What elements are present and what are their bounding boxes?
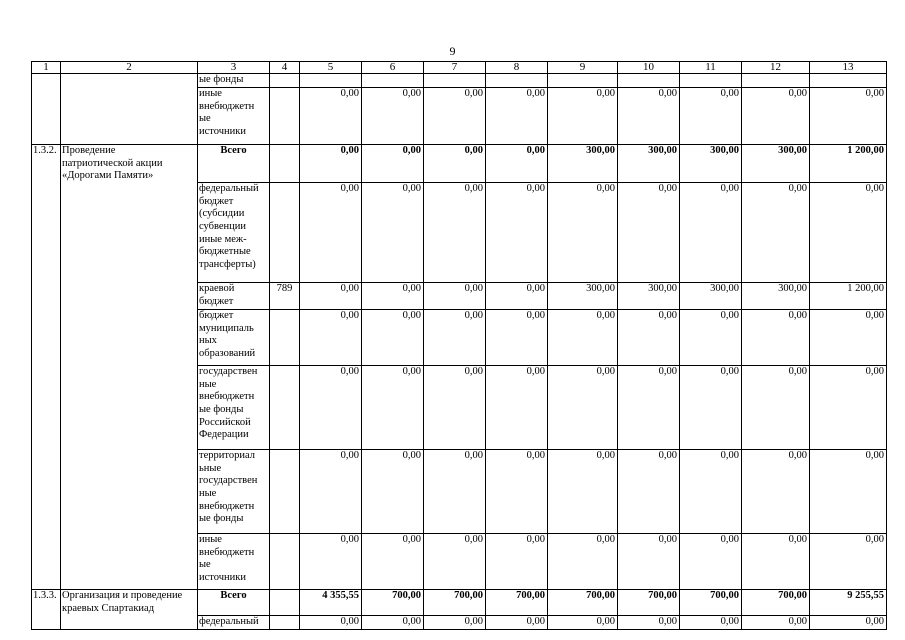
value-cell: 0,00	[300, 450, 362, 534]
value-cell	[424, 74, 486, 88]
table-row	[32, 183, 887, 283]
value-cell: 0,00	[810, 534, 887, 590]
value-cell: 700,00	[486, 590, 548, 616]
header-cell: 7	[424, 62, 486, 74]
value-cell: 0,00	[618, 534, 680, 590]
item-number-cell	[32, 450, 61, 534]
value-cell: 0,00	[548, 310, 618, 366]
value-cell	[548, 74, 618, 88]
value-cell	[810, 74, 887, 88]
table-row	[32, 74, 887, 88]
value-cell: 300,00	[680, 283, 742, 310]
budget-table	[31, 61, 887, 630]
funding-source-cell: федеральный	[198, 615, 270, 629]
value-cell: 300,00	[618, 283, 680, 310]
value-cell: 0,00	[810, 450, 887, 534]
item-name-cell	[61, 615, 198, 629]
value-cell: 0,00	[742, 615, 810, 629]
value-cell: 0,00	[618, 450, 680, 534]
value-cell: 0,00	[362, 183, 424, 283]
value-cell: 0,00	[742, 88, 810, 145]
item-number-cell	[32, 283, 61, 310]
value-cell: 9 255,55	[810, 590, 887, 616]
code-cell	[270, 534, 300, 590]
value-cell: 0,00	[742, 450, 810, 534]
value-cell: 0,00	[486, 450, 548, 534]
value-cell: 0,00	[362, 615, 424, 629]
funding-source-cell: территориал ьные государствен ные внебюджетн ые фонды	[198, 450, 270, 534]
value-cell: 0,00	[810, 366, 887, 450]
value-cell: 0,00	[486, 283, 548, 310]
value-cell: 0,00	[680, 88, 742, 145]
value-cell	[362, 74, 424, 88]
header-row	[32, 62, 887, 74]
value-cell: 0,00	[300, 145, 362, 183]
code-cell	[270, 450, 300, 534]
header-cell: 2	[61, 62, 198, 74]
item-number-cell: 1.3.3.	[32, 590, 61, 616]
value-cell: 0,00	[548, 183, 618, 283]
value-cell	[486, 74, 548, 88]
value-cell	[680, 74, 742, 88]
code-cell	[270, 310, 300, 366]
value-cell: 0,00	[424, 534, 486, 590]
value-cell: 0,00	[810, 615, 887, 629]
value-cell: 0,00	[486, 534, 548, 590]
value-cell: 0,00	[618, 615, 680, 629]
header-cell: 4	[270, 62, 300, 74]
value-cell: 0,00	[424, 615, 486, 629]
value-cell: 0,00	[424, 88, 486, 145]
value-cell: 0,00	[424, 183, 486, 283]
table-row	[32, 615, 887, 629]
item-name-cell	[61, 283, 198, 310]
funding-source-cell: ые фонды	[198, 74, 270, 88]
funding-source-cell: иные внебюджетн ые источники	[198, 88, 270, 145]
value-cell: 0,00	[362, 310, 424, 366]
table-row	[32, 283, 887, 310]
value-cell: 300,00	[618, 145, 680, 183]
value-cell: 0,00	[548, 366, 618, 450]
item-number-cell	[32, 183, 61, 283]
value-cell: 0,00	[680, 450, 742, 534]
item-name-cell	[61, 183, 198, 283]
code-cell	[270, 88, 300, 145]
value-cell: 0,00	[424, 450, 486, 534]
value-cell: 0,00	[362, 145, 424, 183]
value-cell: 0,00	[810, 310, 887, 366]
value-cell: 0,00	[548, 450, 618, 534]
value-cell: 0,00	[548, 615, 618, 629]
value-cell: 0,00	[486, 88, 548, 145]
value-cell: 0,00	[680, 310, 742, 366]
item-name-cell	[61, 88, 198, 145]
value-cell: 300,00	[548, 283, 618, 310]
value-cell: 0,00	[300, 310, 362, 366]
item-name-cell	[61, 534, 198, 590]
value-cell: 0,00	[680, 615, 742, 629]
value-cell: 300,00	[742, 283, 810, 310]
value-cell: 0,00	[742, 183, 810, 283]
value-cell: 700,00	[548, 590, 618, 616]
code-cell: 789	[270, 283, 300, 310]
value-cell: 700,00	[742, 590, 810, 616]
funding-source-cell: иные внебюджетн ые источники	[198, 534, 270, 590]
value-cell: 0,00	[300, 183, 362, 283]
value-cell: 0,00	[300, 534, 362, 590]
value-cell	[300, 74, 362, 88]
value-cell: 0,00	[424, 366, 486, 450]
header-cell: 12	[742, 62, 810, 74]
value-cell: 0,00	[548, 88, 618, 145]
funding-source-cell: Всего	[198, 145, 270, 183]
header-cell: 11	[680, 62, 742, 74]
item-number-cell	[32, 88, 61, 145]
value-cell: 300,00	[742, 145, 810, 183]
value-cell: 0,00	[680, 534, 742, 590]
table-row	[32, 145, 887, 183]
value-cell: 0,00	[486, 183, 548, 283]
code-cell	[270, 366, 300, 450]
table-row	[32, 310, 887, 366]
value-cell: 0,00	[424, 145, 486, 183]
value-cell: 0,00	[300, 283, 362, 310]
header-cell: 13	[810, 62, 887, 74]
value-cell: 700,00	[618, 590, 680, 616]
funding-source-cell: краевой бюджет	[198, 283, 270, 310]
value-cell: 0,00	[362, 450, 424, 534]
code-cell	[270, 590, 300, 616]
value-cell: 700,00	[680, 590, 742, 616]
table-row	[32, 366, 887, 450]
value-cell: 4 355,55	[300, 590, 362, 616]
value-cell: 300,00	[548, 145, 618, 183]
item-name-cell	[61, 450, 198, 534]
item-name-cell: Организация и проведение краевых Спартакиад	[61, 590, 198, 616]
value-cell: 0,00	[742, 310, 810, 366]
value-cell: 300,00	[680, 145, 742, 183]
value-cell: 0,00	[300, 615, 362, 629]
value-cell: 0,00	[548, 534, 618, 590]
value-cell: 0,00	[362, 534, 424, 590]
code-cell	[270, 183, 300, 283]
value-cell: 1 200,00	[810, 145, 887, 183]
item-name-cell	[61, 366, 198, 450]
value-cell: 0,00	[300, 88, 362, 145]
value-cell: 0,00	[618, 366, 680, 450]
item-name-cell	[61, 310, 198, 366]
table-row	[32, 450, 887, 534]
header-cell: 8	[486, 62, 548, 74]
value-cell: 0,00	[424, 310, 486, 366]
value-cell: 0,00	[486, 615, 548, 629]
value-cell: 0,00	[424, 283, 486, 310]
code-cell	[270, 74, 300, 88]
table-row	[32, 88, 887, 145]
item-name-cell	[61, 74, 198, 88]
value-cell: 0,00	[618, 88, 680, 145]
value-cell	[618, 74, 680, 88]
value-cell: 0,00	[810, 88, 887, 145]
value-cell: 0,00	[742, 366, 810, 450]
value-cell: 0,00	[680, 183, 742, 283]
table-row	[32, 534, 887, 590]
item-number-cell	[32, 74, 61, 88]
item-number-cell	[32, 310, 61, 366]
value-cell	[742, 74, 810, 88]
item-number-cell	[32, 615, 61, 629]
value-cell: 0,00	[618, 310, 680, 366]
value-cell: 0,00	[486, 310, 548, 366]
value-cell: 0,00	[486, 145, 548, 183]
funding-source-cell: федеральный бюджет (субсидии субвенции иные меж- бюджетные трансферты)	[198, 183, 270, 283]
value-cell: 0,00	[742, 534, 810, 590]
value-cell: 0,00	[810, 183, 887, 283]
value-cell: 0,00	[362, 283, 424, 310]
value-cell: 0,00	[618, 183, 680, 283]
table-row	[32, 590, 887, 616]
header-cell: 9	[548, 62, 618, 74]
page-number: 9	[449, 44, 456, 58]
value-cell: 700,00	[362, 590, 424, 616]
value-cell: 0,00	[300, 366, 362, 450]
header-cell: 5	[300, 62, 362, 74]
header-cell: 1	[32, 62, 61, 74]
item-number-cell	[32, 366, 61, 450]
value-cell: 700,00	[424, 590, 486, 616]
header-cell: 3	[198, 62, 270, 74]
value-cell: 0,00	[362, 366, 424, 450]
header-cell: 10	[618, 62, 680, 74]
code-cell	[270, 615, 300, 629]
item-number-cell	[32, 534, 61, 590]
item-name-cell: Проведение патриотической акции «Дорогами Памяти»	[61, 145, 198, 183]
item-number-cell: 1.3.2.	[32, 145, 61, 183]
value-cell: 0,00	[680, 366, 742, 450]
value-cell: 1 200,00	[810, 283, 887, 310]
header-cell: 6	[362, 62, 424, 74]
value-cell: 0,00	[362, 88, 424, 145]
funding-source-cell: государствен ные внебюджетн ые фонды Российской Федерации	[198, 366, 270, 450]
value-cell: 0,00	[486, 366, 548, 450]
funding-source-cell: Всего	[198, 590, 270, 616]
funding-source-cell: бюджет муниципаль ных образований	[198, 310, 270, 366]
code-cell	[270, 145, 300, 183]
